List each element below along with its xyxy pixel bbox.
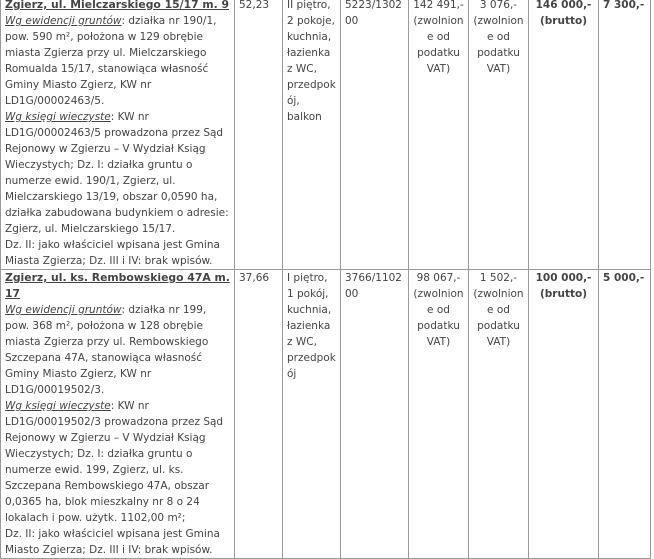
property-address: Zgierz, ul. Mielczarskiego 15/17 m. 9 (5, 0, 229, 11)
rooms-cell: II piętro, 2 pokoje, kuchnia, łazienka z WC, przedpokój, balkon (283, 0, 341, 270)
evidence-label: Wg ewidencji gruntów (5, 304, 122, 316)
land-value: 3 076,- (479, 0, 518, 11)
share-cell: 3766/110200 (341, 270, 409, 559)
land-register-label: Wg księgi wieczyste (5, 400, 111, 412)
description-cell (1, 0, 235, 270)
land-value-cell (469, 0, 529, 270)
premises-vat-note: (zwolnione od podatku VAT) (413, 15, 464, 75)
sections-text: Dz. II: jako właściciel wpisana jest Gmina Miasto Zgierza; Dz. III i IV: brak wpisów. (5, 528, 220, 556)
evidence-text: : działka nr 199, pow. 368 m², położona w 128 obrębie miasta Zgierza przy ul. Rembowskiego Szczepana 47A, stanowiąca własność Gminy Miasto Zgierz, KW nr LD1G/00019502/3. (5, 304, 209, 396)
land-value-cell (469, 270, 529, 559)
table-row (1, 0, 651, 270)
description-cell (1, 270, 235, 559)
premises-value-cell (409, 270, 469, 559)
table-row (1, 270, 651, 559)
premises-vat-note: (zwolnione od podatku VAT) (413, 288, 464, 348)
price-note: (brutto) (539, 15, 588, 27)
land-register-text: : KW nr LD1G/00002463/5 prowadzona przez Sąd Rejonowy w Zgierzu – V Wydział Ksiąg Wieczystych; Dz. I: działka gruntu o numerze ewid. 190/1, Zgierz, ul. Mielczarskiego 13/19, obszar 0,0590 ha, działka zabudowana budynkiem o adresie: Zgierz, ul. Mielczarskiego 15/17. (5, 111, 229, 235)
share-cell: 5223/130200 (341, 0, 409, 270)
area-cell: 37,66 (235, 270, 283, 559)
price-note: (brutto) (539, 288, 588, 300)
rooms-cell: I piętro, 1 pokój, kuchnia, łazienka z WC, przedpokój (283, 270, 341, 559)
land-vat-note: (zwolnione od podatku VAT) (473, 15, 524, 75)
land-value: 1 502,- (479, 272, 518, 284)
premises-value-cell (409, 0, 469, 270)
land-vat-note: (zwolnione od podatku VAT) (473, 288, 524, 348)
price-cell (529, 0, 599, 270)
evidence-label: Wg ewidencji gruntów (5, 15, 122, 27)
property-address: Zgierz, ul. ks. Rembowskiego 47A m. 17 (5, 271, 230, 300)
starting-price: 146 000,- (535, 0, 592, 11)
land-register-label: Wg księgi wieczyste (5, 111, 111, 123)
premises-value: 98 067,- (416, 272, 461, 284)
deposit-cell: 7 300,- (599, 0, 651, 270)
premises-value: 142 491,- (413, 0, 464, 11)
price-cell (529, 270, 599, 559)
area-cell: 52,23 (235, 0, 283, 270)
evidence-text: : działka nr 190/1, pow. 590 m², położona w 129 obrębie miasta Zgierza przy ul. Mielczarskiego Romualda 15/17, stanowiąca własność Gminy Miasto Zgierz, KW nr LD1G/00002463/5. (5, 15, 217, 107)
sections-text: Dz. II: jako właściciel wpisana jest Gmina Miasta Zgierza; Dz. III i IV: brak wpisów. (5, 239, 220, 267)
starting-price: 100 000,- (535, 272, 592, 284)
deposit-cell: 5 000,- (599, 270, 651, 559)
land-register-text: : KW nr LD1G/00019502/3 prowadzona przez Sąd Rejonowy w Zgierzu – V Wydział Ksiąg Wieczystych; Dz. I: działka gruntu o numerze ewid. 199, Zgierz, ul. ks. Szczepana Rembowskiego 47A, obszar 0,0365 ha, blok mieszkalny nr 8 o 24 lokalach i pow. użytk. 1102,00 m²; (5, 400, 224, 524)
